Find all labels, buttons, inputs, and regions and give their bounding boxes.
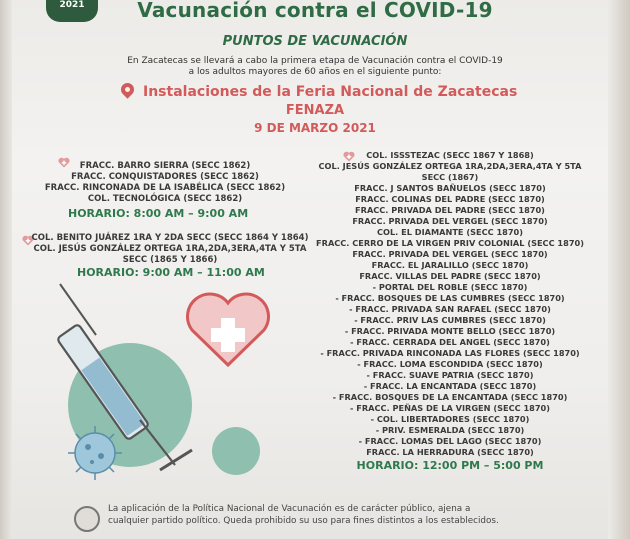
group-3-line: - FRACC. LA ENCANTADA (SECC 1870) (363, 381, 537, 391)
group-3-line: - FRACC. PRIVADA SAN RAFAEL (SECC 1870) (349, 304, 551, 314)
virus-illustration (68, 426, 122, 480)
poster-title: Vacunación contra el COVID-19 (137, 0, 493, 22)
group-3-line: FRACC. PRIVADA DEL PADRE (SECC 1870) (355, 205, 545, 215)
group-1-line: COL. TECNOLÓGICA (SECC 1862) (87, 194, 243, 204)
heart-cross-illustration (188, 294, 269, 365)
government-seal-icon (74, 506, 100, 532)
group-3-line: - FRACC. PRIV LAS CUMBRES (SECC 1870) (354, 315, 546, 325)
group-1-line: FRACC. RINCONADA DE LA ISABÉLICA (SECC 1862) (44, 183, 286, 193)
group-3-line: - FRACC. SUAVE PATRIA (SECC 1870) (366, 370, 534, 380)
footer-line-2: cualquier partido político. Queda prohibido su uso para fines distintos a los establecidos. (108, 516, 499, 526)
group-2-line: SECC (1865 Y 1866) (122, 255, 218, 265)
group-2-hours: HORARIO: 9:00 AM – 11:00 AM (77, 266, 265, 279)
group-3-line: - PRIV. ESMERALDA (SECC 1870) (375, 425, 525, 435)
group-1-hours: HORARIO: 8:00 AM – 9:00 AM (68, 207, 249, 220)
group-3-line: FRACC. VILLAS DEL PADRE (SECC 1870) (359, 271, 541, 281)
group-1-line: FRACC. CONQUISTADORES (SECC 1862) (71, 172, 259, 182)
group-3-line: FRACC. J SANTOS BAÑUELOS (SECC 1870) (354, 183, 546, 193)
seal-year: 2021 (59, 0, 85, 10)
group-3-line: - FRACC. LOMA ESCONDIDA (SECC 1870) (357, 359, 543, 369)
group-1-line: FRACC. BARRO SIERRA (SECC 1862) (79, 161, 251, 171)
group-3-line: COL. ISSSTEZAC (SECC 1867 Y 1868) (366, 150, 534, 160)
intro-line-2: a los adultos mayores de 60 años en el siguiente punto: (188, 67, 442, 77)
group-2-line: COL. JESÚS GONZÁLEZ ORTEGA 1RA,2DA,3ERA,4TA Y 5TA (33, 244, 307, 254)
group-3-line: COL. EL DIAMANTE (SECC 1870) (377, 227, 523, 237)
group-3-line: - PORTAL DEL ROBLE (SECC 1870) (372, 282, 528, 292)
group-3-line: - FRACC. BOSQUES DE LA ENCANTADA (SECC 1870) (332, 392, 568, 402)
location-short: FENAZA (285, 103, 345, 118)
group-3-line: - FRACC. BOSQUES DE LAS CUMBRES (SECC 1870) (335, 293, 565, 303)
syringe-virus-illustration (0, 0, 300, 500)
location-place: Instalaciones de la Feria Nacional de Zacatecas (143, 84, 518, 100)
vaccination-date: 9 DE MARZO 2021 (254, 121, 376, 135)
group-3-line: SECC (1867) (421, 172, 479, 182)
group-3-line: - COL. LIBERTADORES (SECC 1870) (370, 414, 530, 424)
group-3-line: - FRACC. PEÑAS DE LA VIRGEN (SECC 1870) (350, 403, 550, 413)
group-3-line: FRACC. COLINAS DEL PADRE (SECC 1870) (355, 194, 545, 204)
group-3-line: - FRACC. CERRADA DEL ANGEL (SECC 1870) (350, 337, 550, 347)
footer-disclaimer (108, 503, 558, 527)
poster-right-edge (608, 0, 630, 539)
intro-line-1: En Zacatecas se llevará a cabo la primera etapa de Vacunación contra el COVID-19 (127, 56, 503, 66)
group-2-line: COL. BENITO JUÁREZ 1RA Y 2DA SECC (SECC 1864 Y 1864) (31, 233, 309, 243)
group-3-line: - FRACC. PRIVADA MONTE BELLO (SECC 1870) (344, 326, 556, 336)
group-3-hours: HORARIO: 12:00 PM – 5:00 PM (356, 459, 544, 472)
footer-line-1: La aplicación de la Política Nacional de Vacunación es de carácter público, ajena a (108, 504, 471, 514)
group-3-line: - FRACC. LOMAS DEL LAGO (SECC 1870) (358, 436, 542, 446)
group-3-line: - FRACC. PRIVADA RINCONADA LAS FLORES (SECC 1870) (320, 348, 580, 358)
poster-subtitle: PUNTOS DE VACUNACIÓN (222, 34, 408, 49)
group-3-line: COL. JESÚS GONZÁLEZ ORTEGA 1RA,2DA,3ERA,4TA Y 5TA (318, 161, 582, 171)
group-3-line: FRACC. PRIVADA DEL VERGEL (SECC 1870) (352, 216, 548, 226)
group-3-line: FRACC. PRIVADA DEL VERGEL (SECC 1870) (352, 249, 548, 259)
teal-circle-small (212, 427, 260, 475)
group-3-list (300, 150, 600, 474)
group-3-line: FRACC. EL JARALILLO (SECC 1870) (371, 260, 529, 270)
group-3-line: FRACC. LA HERRADURA (SECC 1870) (366, 447, 534, 457)
group-3-line: FRACC. CERRO DE LA VIRGEN PRIV COLONIAL (SECC 1870) (316, 238, 584, 248)
